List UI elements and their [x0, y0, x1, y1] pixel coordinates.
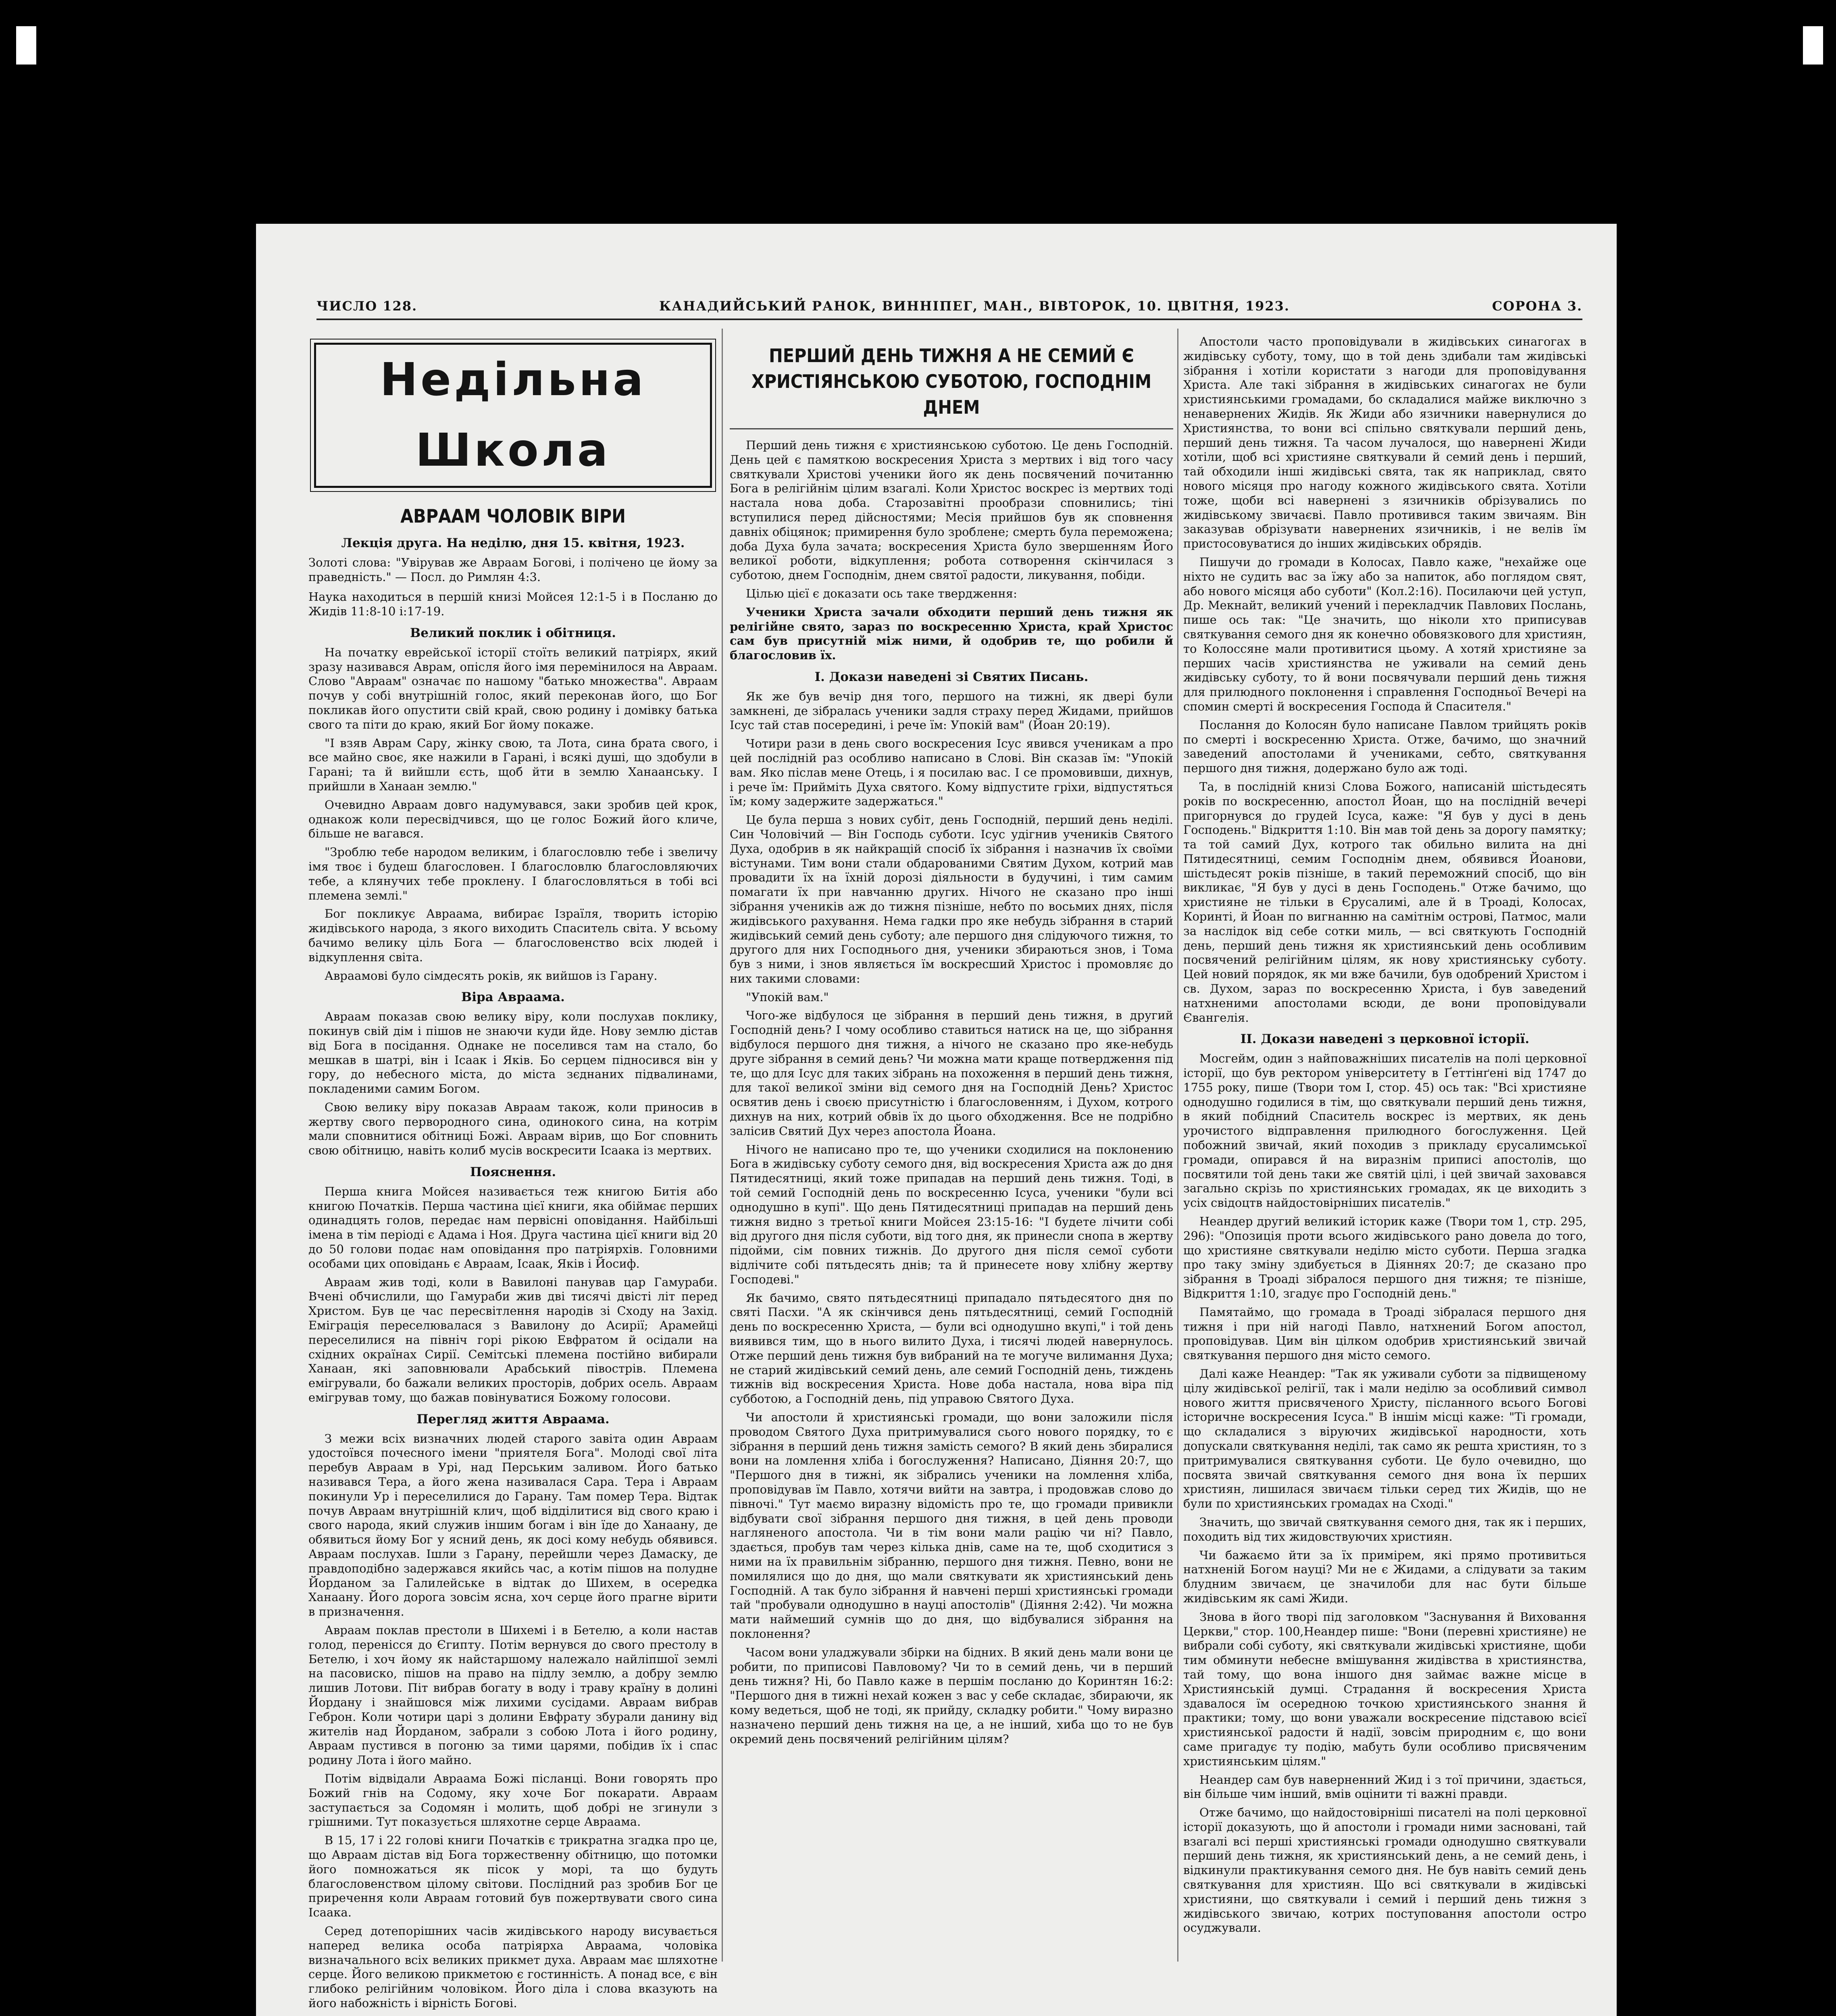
paragraph: Чого-же відбулося це зібрання в перший день тижня, в другий Господній день? І чому особливо ставиться натиск на це, що зібрання відбулося першого дня тижня, а нічого не сказано про яке-небудь друге зібрання в семий день? Чи можна мати краще потвердження під те, що для Ісус для таких зібрань на похоження в перший день тижня, для такої великої зміни від семого дня на Господній День? Христос освятив день і своєю присутністю і благословенням, і Духом, котрого дихнув на них, котрий обвів їх до цього обходження. Все не подрібно залісив Святий Дух через апостола Йоана. — [730, 1008, 1173, 1138]
paragraph: Отже бачимо, що найдостовірніші писателі на полі церковної історії доказують, що й апостоли і громади ними засновані, тай взагалі всі перші християнські громади однодушно святкували перший день тижня, як християнський день, а не семий день, і відкинули практикування семого дня. Не був навіть семий день святкування для християн. Що всі святкували в жидівські християни, що святкували і семий і перший день тижня з жидівського звичаю, котрих поступовання апостоли остро осуджували. — [1183, 1806, 1586, 1935]
paragraph: Та, в послідній книзі Слова Божого, написаній шістьдесять років по воскресенню, апостол Йоан, що на послідній вечері пригорнувся до грудей Ісуса, каже: "Я був у дусі в день Господень." Відкриття 1:10. Він мав той день за дорогу памятку; та той самий Дух, котрого так обильно вилита на дні Пятидесятниці, семим Господнім днем, обявився Йоанови, шістьдесят років пізніше, в такий переможний спосіб, що він викликає, "Я був у дусі в день Господень." Отже бачимо, що християне не тільки в Єрусалимі, але й в Троаді, Колосах, Коринті, й Йоан по вигнанню на самітнім острові, Патмос, мали за наслідок від себе сотки миль, — всі святкують Господній день, перший день тижня як християнський день особливим посвячений релігійним цілям, як нову християнську суботу. Цей новий порядок, як ми вже бачили, був одобрений Христом і св. Духом, зараз по воскресенню Христа, і був заведений натхненими апостолами всюди, де вони проповідували Євангелія. — [1183, 779, 1586, 1025]
section-title: II. Докази наведені з церковної історії. — [1240, 1032, 1530, 1047]
paragraph: Авраамові було сімдесять років, як вийшов із Гарану. — [325, 968, 658, 983]
page-number: СОРОНА 3. — [1492, 298, 1582, 314]
film-sprocket-hole — [1803, 26, 1823, 65]
paragraph: Мосгейм, один з найповажніших писателів на полі церковної історії, що був ректором університету в Ґеттінґені від 1747 до 1755 року, пише (Твори том I, стор. 45) ось так: "Всі християне однодушно годилися в тім, що святкували перший день тижня, в який побідний Спаситель воскрес із мертвих, як день урочистого відправлення прилюдного богослуження. Цей побожний звичай, який походив з прикладу єрусалимської громади, опирався й на виразнім приписі апостолів, що посвятили той день таки же святій цілі, і цей звичай заховався загально скрізь по християнських громадах, як це виходить з усіх свідоцтв найдостовірніших писателів." — [1183, 1052, 1586, 1210]
paragraph: Послання до Колосян було написане Павлом трийцять років по смерті і воскресенню Христа. Отже, бачимо, що значний заведений апостолами й учениками, себто, святкування першого дня тижня, додержано було аж тоді. — [1183, 718, 1586, 775]
paragraph: Апостоли часто проповідували в жидівських синагогах в жидівську суботу, тому, що в той день здибали там жидівські зібрання і хотіли користати з нагоди для проповідування Христа. Але такі зібрання в жидівських синагогах не були християнськими громадами, бо складалися майже виключно з ненавернених Жидів. Як Жиди або язичники навернулися до Християнства, то вони всі спільно святкували перший день, перший день тижня. Та часом лучалося, що навернені Жиди хотіли, щоб всі християне святкували й семий день і перший, тай обходили інші жидівські свята, так як наприклад, свято нового місяця про нагоду кожного жидівського свята. Хотіли тоже, щоби всі навернені з язичників обрізувались по жидівському звичаєві. Павло противився таким звичаям. Він заказував обрізувати навернених язичників, і не велів їм пристосовуватися до інших жидівських обрядів. — [1183, 335, 1586, 551]
paragraph: Свою велику віру показав Авраам також, коли приносив в жертву свого первородного сина, одинокого сина, на котрім мали сповнитися обітниці Божі. Авраам вірив, що Бог сповнить свою обітницю, навіть колиб мусів воскресити Ісаака із мертвих. — [308, 1100, 718, 1158]
paragraph: "І взяв Аврам Сару, жінку свою, та Лота, сина брата свого, і все майно своє, яке нажили в Гарані, і всякі душі, що здобули в Гарані; та й вийшли єсть, щоб йти в землю Ханаанську. І прийшли в Ханаан землю." — [308, 736, 718, 793]
column-rule — [1177, 329, 1178, 1962]
paragraph: Перша книга Мойсея називається теж книгою Битія або книгою Початків. Перша частина цієї книги, яка обіймає перших одинадцять голов, передає нам первісні оповідання. Найбільші імена в тім періоді є Адама і Ноя. Друга частина цієї книги від 20 до 50 голови подає нам оповідання про патріярхів. Головними особами цих оповідань є Авраам, Ісаак, Яків і Йосиф. — [308, 1184, 718, 1270]
column-continuation — [1183, 335, 1586, 1939]
paragraph: Неандер другий великий історик каже (Твори том 1, стр. 295, 296): "Опозиція проти всього жидівського рано довела до того, що християне святкували неділю місто суботи. Перша згадка про таку зміну здибується в Діяннях 20:7; де сказано про зібрання в Троаді зібралося першого дня тижня; те пізніше, Відкриття 1:10, згадує про Господній день." — [1183, 1214, 1586, 1300]
paragraph: Чи апостоли й християнські громади, що вони заложили після проводом Святого Духа притримувалися сього нового порядку, то є зібрання в перший день тижня замість семого? В який день збиралися вони на ломлення хліба і богослуження? Написано, Діяння 20:7, що "Першого дня в тижні, як зібрались ученики на ломлення хліба, проповідував їм Павло, хотячи вийти на завтра, і продовжав слово до півночі." Тут маємо виразну відомість про те, що громади привикли відбувати свої зібрання першого дня тижня, в цей день проводи нагляненого апостола. Чи в тім вони мали рацію чи ні? Павло, здається, пробув там через кілька днів, саме на те, щоб сходитися з ними на їх правильнім зібранню, першого дня тижня. Певно, вони не помилялися що до дня, що мали святкувати як християнський день Господній. А так було зібрання й навчені перші християнські громади тай "пробували однодушно в науці апостолів" (Діяння 2:42). Чи можна мати наймеший сумнів що до дня, що відбувалися зібрання на поклонення? — [730, 1410, 1173, 1641]
paragraph: Далі каже Неандер: "Так як уживали суботи за підвищеному цілу жидівської релігії, так і мали неділю за особливий символ нового життя присвяченого Христу, післанного всього Богові історичне воскресения Ісуса." В іншім місці каже: "Ті громади, що складалися з віруючих жидівської народности, хоть допускали святкування неділі, так само як решта християн, то з притримувалися святкування суботи. Це було очевидно, що посвята звичай святкування семого дня вона їх перших християн, лишилася звичаєм тільки серед тих Жидів, що не були по християнських громадах на Сході." — [1183, 1366, 1586, 1511]
paragraph: Авраам жив тоді, коли в Вавилоні панував цар Гамураби. Вчені обчислили, що Гамураби жив дві тисячі двісті літ перед Христом. Був це час пересвітлення народів зі Сходу на Захід. Еміграція переселювалася з Вавилону до Асирії; Арамейці переселилися на північ горі рікою Евфратом й осідали на східних окраїнах Сирії. Семітські племена постійно вибирали Ханаан, які заповнювали Арабський півострів. Племена емігрували, бо бажали великих просторів, добрих осель. Авраам емігрував тому, що бажав повінуватися Божому голосови. — [308, 1275, 718, 1405]
paragraph: Нічого не написано про те, що ученики сходилися на поклонению Бога в жидівську суботу семого дня, від воскресения Христа аж до дня Пятидесятниці, який тоже припадав на перший день тижня. Тоді, в той семий Господній день по воскресенню Ісуса, ученики "були всі однодушно в купі". Що день Пятидесятниці припадав на перший день тижня видно з третьої книги Мойсея 23:15-16: "І будете лічити собі від другого дня після суботи, від того дня, як принесли снопа в жертву підойми, сім повних тижнів. До другого дня після семої суботи відлічите собі пятьдесять днів; та й принесете нову хлібну жертву Господеві." — [730, 1142, 1173, 1286]
section-title: Перегляд життя Авраама. — [416, 1412, 610, 1427]
paragraph: Серед дотепорішних часів жидівського народу висувається наперед велика особа патріярха Авраама, чоловіка визначального всіх великих прикмет духа. Авраам має шляхотне серце. Його великою прикметою є гостинність. А понад все, є він глибоко релігійним чоловіком. Його діла і слова вказують на його набожність і вірність Богові. — [308, 1924, 718, 2010]
section-title: Великий поклик і обітниця. — [410, 625, 616, 640]
newspaper-page — [256, 224, 1617, 2016]
paragraph: Пишучи до громади в Колосах, Павло каже, "нехайже оце ніхто не судить вас за їжу або за напиток, або поглядом свят, або нового місяця або суботи" (Кол.2:16). Посилаючи цей уступ, Др. Мекнайт, великий учений і перекладчик Павлових Послань, пише ось так: "Це значить, що ніколи хто приписував святкування семого дня як конечно обовязкового для християн, то Колоссяне мали противитися цьому. А хотяй християне за перших часів християнства не уживали на семий день жидівську суботу, то й вони посвячували перший день тижня для прилюдного поклонення і справлення Господньої Вечері на спомин смерті й воскресения Господа й Спасителя." — [1183, 555, 1586, 713]
paragraph: Памятаймо, що громада в Троаді зібралася першого дня тижня і при ній нагоді Павло, натхнений Богом апостол, проповідував. Цим він цілком одобрив християнський звичай святкування першого дня місто семого. — [1183, 1305, 1586, 1362]
section-title: I. Докази наведені зі Святих Писань. — [814, 669, 1089, 684]
paragraph: Неандер сам був наверненний Жид і з тої причини, здається, він більше чим інший, вмів оцінити ті важні правди. — [1183, 1772, 1586, 1801]
paragraph: Цілью цієї є доказати ось таке твердження: — [746, 586, 1017, 600]
paragraph: Потім відвідали Авраама Божі післанці. Вони говорять про Божий гнів на Содому, яку хоче Бог покарати. Авраам заступається за Содомян і молить, щоб добрі не згинули з грішними. Тут показується шляхотне серце Авраама. — [308, 1771, 718, 1829]
paragraph: Як бачимо, свято пятьдесятниці припадало пятьдесятого дня по святі Пасхи. "А як скінчився день пятьдесятниці, семий Господній день по воскресенню Христа, — були всі однодушно вкупі," і той день виявився тим, що в нього вилито Духа, і тисячі людей навернулось. Отже перший день тижня був вибраний на те могуче вилимання Духа; не старий жидівський семий день, але семий Господній день, тиждень тижнів від воскресения Христа. Нове доба настала, нова віра під субботою, а Господній день, під управою Святого Духа. — [730, 1291, 1173, 1406]
paper-title-date: КАНАДИЙСЬКИЙ РАНОК, ВИННІПЕГ, МАН., ВІВТОРОК, 10. ЦВІТНЯ, 1923. — [659, 298, 1290, 314]
column-first-day-article — [730, 335, 1173, 1750]
paragraph: Авраам показав свою велику віру, коли послухав поклику, покинув свій дім і пішов не знаючи куди йде. Нову землю дістав від Бога в посідання. Однаке не поселився там на стало, бо мешкав в шатрі, він і Ісаак і Яків. Бо серцем підносився він у гору, до небесного міста, до міста зєднаних підвалинами, покладеними самим Богом. — [308, 1010, 718, 1096]
paragraph: Чотири рази в день свого воскресения Ісус явився ученикам а про цей послідній раз особливо написано в Слові. Він сказав їм: "Упокій вам. Яко післав мене Отець, і я посилаю вас. І се промовивши, дихнув, і рече їм: Прийміть Духа святого. Кому відпустите гріхи, відпустяться їм; кому задержите задержаться." — [730, 737, 1173, 808]
column-sunday-school — [308, 335, 718, 2015]
article-headline: ПЕРШИЙ ДЕНЬ ТИЖНЯ А НЕ СЕМИЙ Є ХРИСТІЯНСЬКОЮ СУБОТОЮ, ГОСПОДНІМ ДНЕМ — [751, 345, 1152, 418]
paragraph: Значить, що звичай святкування семого дня, так як і перших, походить від тих жидовствуючих християн. — [1183, 1515, 1586, 1543]
section-title: Пояснення. — [470, 1165, 556, 1180]
lesson-line: Лекція друга. На неділю, дня 15. квітня, 1923. — [341, 536, 685, 550]
paragraph: Авраам поклав престоли в Шихемі і в Бетелю, а коли настав голод, перенісся до Єгипту. Потім вернувся до свого престолу в Бетелю, і хоч йому як найстаршому належало найліпшої землі на пасовиско, пішов на право на підлу землю, а добру землю лишив Лотови. Піт вибрав богату в воду і траву країну в долині Йордану і знайшовся між лихими сусідами. Авраам вибрав Геброн. Коли чотири царі з долини Евфрату збурали данину від жителів над Йорданом, забрали з собою Лота і його родину, Авраам пустився в погоню за тими царями, побідив їх і спас родину Лота і його майно. — [308, 1623, 718, 1767]
paragraph: Як же був вечір дня того, першого на тижні, як двері були замкнені, де зібралась ученики задля страху перед Жидами, прийшов Ісус тай став посередині, і рече їм: Упокій вам" (Йоан 20:19). — [730, 689, 1173, 732]
paragraph: Знова в його творі під заголовком "Заснування й Виховання Церкви," стор. 100,Неандер пише: "Вони (перевні християне) не вибрали собі суботу, які святкували жидівські християне, щоби тим обминути небесне вмішування жидівства в християнства, тай тому, що вона іншого дня займає важне місце в Християнській думці. Страдання й воскресения Христа здавалося їм осередною точкою християнського знання й практики; тому, що вони уважали воскресение підставою всієї християнської радости й надії, зовсім природним є, що вони саме пригадує ту подію, мабуть були особливо присвяченим християнським цілям." — [1183, 1610, 1586, 1768]
column-rule — [722, 329, 723, 1962]
paragraph: Чи бажаємо йти за їх примірем, які прямо противиться натхненій Богом науці? Ми не є Жидами, а слідувати за таким блудним звичаєм, це значилоби для нас бути більше жидівським як самі Жиди. — [1183, 1548, 1586, 1605]
masthead — [316, 298, 1582, 319]
paragraph: "Зроблю тебе народом великим, і благословлю тебе і звеличу імя твоє і будеш благословен. І благословлю благословляючих тебе, а клянучих тебе проклену. І благословляться в тобі всі племена землі." — [308, 845, 718, 902]
paragraph: З межи всіх визначних людей старого завіта один Авраам удостоївся почесного імени "приятеля Бога". Молоді свої літа перебув Авраам в Урі, над Перським заливом. Його батько називався Тера, а його жена називалася Сара. Тера і Авраам покинули Ур і переселилися до Гарану. Там помер Тера. Відтак почув Авраам внутрішній клич, щоб відділитися від свого краю і свого народа, який служив іншим богам і він їде до Ханаану, де обявиться йому Бог у ясний день, як досі кому небудь обявився. Авраам послухав. Ішли з Гарану, перейшли через Дамаску, де правдоподібно задержався якийсь час, а котім пішов на полудне Йорданом за Галилейське в відтак до Шихем, в осередка Ханаану. Його дорога зовсім ясна, хоч серце його прагне вірити в призначення. — [308, 1431, 718, 1619]
sunday-school-nameplate: Недільна Школа — [314, 343, 712, 488]
paragraph: Перший день тижня є християнською суботою. Це день Господній. День цей є памяткою воскресения Христа з мертвих і від того часу святкували Христові ученики його як день посвячений почитанню Бога в релігійнім цілим взагалі. Коли Христос воскрес із мертвих тоді настала нова доба. Старозавітні прообрази сповнились; тіні вступилися перед дійсностями; Месія прийшов був як сповнення давніх обіцянок; примирення було зроблене; смерть була переможена; доба Духа була зачата; воскресения Христа було звершенням Його великої роботи, відкуплення; робота сотворення скінчилася з суботою, днем Господнім, днем святої радости, ликування, побіди. — [730, 438, 1173, 582]
paragraph: Це була перша з нових субіт, день Господній, перший день неділі. Син Чоловічий — Він Господь суботи. Ісус удігнив учеників Святого Духа, одобрив в як найкращій спосіб їх зібрання і назначив їх своїми вістунами. Тим вони стали обдарованими Святим Духом, котрий мав провадити їх на їхній дорозі діяльности в будучині, і тим самим помагати їх при навчанню других. Нічого не сказано про інші зібрання учеників аж до тижня пізніше, небто по восьмих днях, після жидівського рахування. Нема гадки про яке небудь зібрання в старий жидівський семий день суботу; але першого дня слідуючого тижня, то другого для них Господнього дня, ученики збираються знов, і Тома був з ними, і знов являється їм воскресший Христос і промовляє до них такими словами: — [730, 813, 1173, 985]
paragraph: "Упокій вам." — [746, 990, 829, 1004]
masthead-rule — [316, 319, 1582, 320]
golden-words: Золоті слова: "Увірував же Авраам Богові, і полічено це йому за праведність." — Посл. до Римлян 4:3. — [308, 555, 718, 584]
thesis-paragraph: Ученики Христа зачали обходити перший день тижня як релігійне свято, зараз по воскресенню Христа, край Христос сам був присутній між ними, й одобрив те, що робили й благословив їх. — [730, 605, 1173, 662]
lesson-headline: АВРААМ ЧОЛОВІК ВІРИ — [400, 505, 626, 527]
paragraph: В 15, 17 і 22 голові книги Початків є трикратна згадка про це, що Авраам дістав від Бога торжественну обітницю, що потомки його помножаться як пісок у морі, та що будуть благословенством цілому світови. Послідний раз зробив Бог це приречення коли Авраам готовий був пожертвувати свого сина Ісаака. — [308, 1833, 718, 1920]
paragraph: Очевидно Авраам довго надумувався, заки зробив цей крок, однакож коли пересвідчився, що це голос Божий його кличе, більше не вагався. — [308, 798, 718, 841]
paragraph: Бог покликує Авраама, вибирає Ізраїля, творить історію жидівського народа, з якого виходить Спаситель світа. У всьому бачимо велику ціль Бога — благословенство всіх людей і відкуплення світа. — [308, 907, 718, 964]
section-title: Віра Авраама. — [461, 990, 565, 1005]
paragraph: На початку еврейської історії стоїть великий патріярх, який зразу називався Аврам, опісля його імя перемінилося на Авраам. Слово "Авраам" означає по нашому "батько множества". Авраам почув у собі внутрішній голос, який переконав його, що Бог покликав його опустити свій край, свою родину і домівку батька свого та піти до краю, який Бог йому покаже. — [308, 645, 718, 731]
film-sprocket-hole — [16, 26, 36, 65]
issue-number: ЧИСЛО 128. — [316, 298, 418, 314]
paragraph: Часом вони уладжували збірки на бідних. В який день мали вони це робити, по приписові Павловому? Чи то в семий день, чи в перший день тижня? Нi, бо Павло каже в першім посланю до Коринтян 16:2: "Першого дня в тижні нехай кожен з вас у себе складає, збираючи, як кому ведеться, щоб не тоді, як прийду, складку робити." Чому виразно назначено перший день тижня на це, а не інший, хиба що то не був окремий день посвячений релігійним цілям? — [730, 1645, 1173, 1746]
headline-rule — [730, 428, 1173, 429]
study-reference: Наука находиться в першій книзі Мойсея 12:1-5 і в Посланю до Жидів 11:8-10 і:17-19. — [308, 590, 718, 619]
